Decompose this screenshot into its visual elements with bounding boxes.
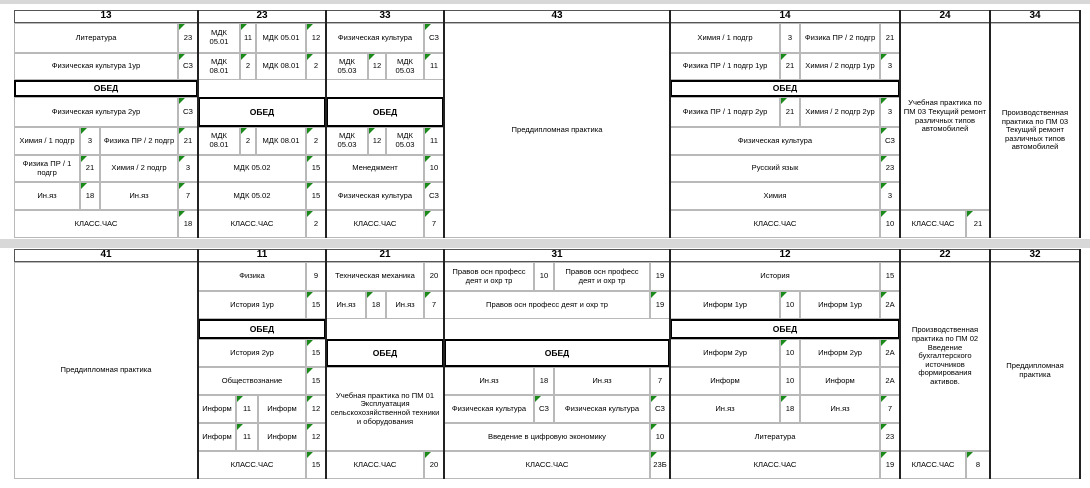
block-separator — [0, 239, 1090, 248]
lunch-33[interactable]: ОБЕД — [326, 97, 444, 127]
subject[interactable]: МДК 05.03 — [386, 127, 424, 155]
lunch-21[interactable]: ОБЕД — [326, 339, 444, 367]
subject[interactable]: Информ 1ур — [800, 291, 880, 319]
group-32-header[interactable]: 32 — [990, 249, 1080, 262]
subject[interactable]: Физика ПР / 1 подгр 2ур — [670, 97, 780, 127]
subject[interactable]: Физическая культура 2ур — [14, 97, 178, 127]
room[interactable]: 3 — [178, 155, 198, 182]
room[interactable]: 2А — [880, 367, 900, 395]
room[interactable]: 15 — [306, 339, 326, 367]
room[interactable]: 21 — [780, 53, 800, 80]
lunch-23[interactable]: ОБЕД — [198, 97, 326, 127]
subject[interactable]: Правов осн професс деят и охр тр — [444, 291, 650, 319]
subject[interactable]: Физика ПР / 1 подгр 1ур — [670, 53, 780, 80]
room[interactable]: 7 — [178, 182, 198, 210]
group-divider — [899, 249, 901, 479]
room[interactable]: 21 — [80, 155, 100, 182]
subject[interactable]: Информ — [198, 395, 236, 423]
room[interactable]: 19 — [880, 451, 900, 479]
room[interactable]: 2 — [306, 210, 326, 238]
group-divider — [899, 10, 901, 238]
group-34-header[interactable]: 34 — [990, 10, 1080, 23]
room[interactable]: 10 — [534, 262, 554, 291]
subject[interactable]: Физика ПР / 2 подгр — [800, 23, 880, 53]
subject-21-practice[interactable]: Учебная практика по ПМ 01 Эксплуатация сельскохозяйственной техники и оборудования — [326, 367, 444, 451]
room[interactable]: 15 — [306, 451, 326, 479]
class-hour[interactable]: КЛАСС.ЧАС — [670, 451, 880, 479]
room[interactable]: 19 — [650, 291, 670, 319]
subject-22-practice[interactable]: Производственная практика по ПМ 02 Введение бухгалтерского источников формирования активов. — [900, 262, 990, 451]
class-hour[interactable]: КЛАСС.ЧАС — [326, 451, 424, 479]
subject[interactable]: Химия / 2 подгр — [100, 155, 178, 182]
subject[interactable]: Ин.яз — [100, 182, 178, 210]
room[interactable]: 3 — [780, 23, 800, 53]
room[interactable]: 23 — [178, 23, 198, 53]
subject[interactable]: Физическая культура — [554, 395, 650, 423]
class-hour[interactable]: КЛАСС.ЧАС — [444, 451, 650, 479]
group-22-header[interactable]: 22 — [900, 249, 990, 262]
room[interactable]: 23 — [880, 155, 900, 182]
subject[interactable]: Информ — [258, 395, 306, 423]
subject[interactable]: Менеджмент — [326, 155, 424, 182]
group-41-header[interactable]: 41 — [14, 249, 198, 262]
lunch-31[interactable]: ОБЕД — [444, 339, 670, 367]
group-12-header[interactable]: 12 — [670, 249, 900, 262]
group-divider — [669, 10, 671, 238]
subject[interactable]: Ин.яз — [386, 291, 424, 319]
subject[interactable]: МДК 08.01 — [256, 53, 306, 80]
room[interactable]: 7 — [880, 395, 900, 423]
class-hour[interactable]: КЛАСС.ЧАС — [670, 210, 880, 238]
subject[interactable]: Обществознание — [198, 367, 306, 395]
subject[interactable]: Информ — [800, 367, 880, 395]
room[interactable]: 9 — [306, 262, 326, 291]
room[interactable]: СЗ — [178, 97, 198, 127]
room[interactable]: 10 — [880, 210, 900, 238]
subject[interactable]: МДК 05.03 — [326, 127, 368, 155]
subject[interactable]: Химия / 1 подгр — [14, 127, 80, 155]
subject[interactable]: МДК 05.01 — [198, 23, 240, 53]
subject[interactable]: Физика — [198, 262, 306, 291]
subject[interactable]: Правов осн професс деят и охр тр — [444, 262, 534, 291]
class-hour[interactable]: КЛАСС.ЧАС — [900, 451, 966, 479]
room[interactable]: 7 — [424, 210, 444, 238]
room[interactable]: 10 — [650, 423, 670, 451]
group-divider — [989, 249, 991, 479]
room[interactable]: 11 — [240, 23, 256, 53]
subject[interactable]: Химия / 2 подгр 1ур — [800, 53, 880, 80]
group-divider — [325, 249, 327, 479]
subject[interactable]: История 2ур — [198, 339, 306, 367]
group-divider — [197, 10, 199, 238]
subject[interactable]: Ин.яз — [800, 395, 880, 423]
class-hour[interactable]: КЛАСС.ЧАС — [900, 210, 966, 238]
room[interactable]: 15 — [880, 262, 900, 291]
subject[interactable]: Химия / 2 подгр 2ур — [800, 97, 880, 127]
group-13-header[interactable]: 13 — [14, 10, 198, 23]
subject[interactable]: Русский язык — [670, 155, 880, 182]
group-divider — [669, 249, 671, 479]
subject[interactable]: Информ — [258, 423, 306, 451]
room[interactable]: 21 — [966, 210, 990, 238]
room[interactable]: 20 — [424, 451, 444, 479]
subject[interactable]: Физическая культура — [444, 395, 534, 423]
room[interactable]: 12 — [306, 395, 326, 423]
subject[interactable]: Ин.яз — [554, 367, 650, 395]
subject[interactable]: Информ 2ур — [800, 339, 880, 367]
room[interactable]: 10 — [780, 291, 800, 319]
subject[interactable]: Правов осн професс деят и охр тр — [554, 262, 650, 291]
room[interactable]: 11 — [236, 395, 258, 423]
room[interactable]: 7 — [650, 367, 670, 395]
subject[interactable]: Техническая механика — [326, 262, 424, 291]
subject[interactable]: Физическая культура — [670, 127, 880, 155]
room[interactable]: 11 — [424, 53, 444, 80]
room[interactable]: 15 — [306, 291, 326, 319]
room[interactable]: 21 — [780, 97, 800, 127]
room[interactable]: 18 — [534, 367, 554, 395]
subject[interactable]: Химия — [670, 182, 880, 210]
subject[interactable]: МДК 05.01 — [256, 23, 306, 53]
group-divider — [989, 10, 991, 238]
group-divider — [443, 10, 445, 238]
room[interactable]: СЗ — [424, 23, 444, 53]
room[interactable]: 15 — [306, 367, 326, 395]
room[interactable]: 15 — [306, 182, 326, 210]
room[interactable]: 10 — [424, 155, 444, 182]
subject[interactable]: МДК 05.03 — [386, 53, 424, 80]
room[interactable]: 2 — [306, 53, 326, 80]
room[interactable]: 21 — [880, 23, 900, 53]
subject[interactable]: Физическая культура — [326, 182, 424, 210]
room[interactable]: 12 — [368, 127, 386, 155]
lunch-11[interactable]: ОБЕД — [198, 319, 326, 339]
group-33-header[interactable]: 33 — [326, 10, 444, 23]
subject[interactable]: МДК 08.01 — [256, 127, 306, 155]
room[interactable]: 3 — [80, 127, 100, 155]
subject[interactable]: История — [670, 262, 880, 291]
room[interactable]: 12 — [368, 53, 386, 80]
subject[interactable]: Литература — [670, 423, 880, 451]
subject[interactable]: Ин.яз — [444, 367, 534, 395]
room[interactable]: 15 — [306, 155, 326, 182]
room[interactable]: 2А — [880, 339, 900, 367]
group-divider — [325, 10, 327, 238]
room[interactable]: 12 — [306, 23, 326, 53]
room[interactable]: 2 — [306, 127, 326, 155]
subject-32-predip[interactable]: Преддипломная практика — [990, 262, 1080, 479]
class-hour[interactable]: КЛАСС.ЧАС — [14, 210, 178, 238]
group-divider — [1079, 249, 1081, 479]
room[interactable]: 10 — [780, 339, 800, 367]
group-24-header[interactable]: 24 — [900, 10, 990, 23]
room[interactable]: СЗ — [424, 182, 444, 210]
subject[interactable]: Физическая культура 1ур — [14, 53, 178, 80]
room[interactable]: 8 — [966, 451, 990, 479]
subject-43-predip[interactable]: Преддипломная практика — [444, 23, 670, 238]
room[interactable]: 11 — [236, 423, 258, 451]
room[interactable]: 18 — [80, 182, 100, 210]
subject[interactable]: МДК 05.02 — [198, 182, 306, 210]
subject[interactable]: Физика ПР / 2 подгр — [100, 127, 178, 155]
group-23-header[interactable]: 23 — [198, 10, 326, 23]
subject[interactable]: Химия / 1 подгр — [670, 23, 780, 53]
subject[interactable]: Информ — [198, 423, 236, 451]
room[interactable]: 2 — [240, 127, 256, 155]
room[interactable]: 7 — [424, 291, 444, 319]
room[interactable]: 3 — [880, 53, 900, 80]
subject[interactable]: Информ — [670, 367, 780, 395]
subject[interactable]: Информ 1ур — [670, 291, 780, 319]
room[interactable]: 18 — [366, 291, 386, 319]
subject[interactable]: Физика ПР / 1 подгр — [14, 155, 80, 182]
room[interactable]: СЗ — [880, 127, 900, 155]
subject-41-predip[interactable]: Преддипломная практика — [14, 262, 198, 479]
room[interactable]: 2 — [240, 53, 256, 80]
lunch-12[interactable]: ОБЕД — [670, 319, 900, 339]
subject[interactable]: Информ 2ур — [670, 339, 780, 367]
subject[interactable]: Ин.яз — [326, 291, 366, 319]
subject[interactable]: МДК 05.02 — [198, 155, 306, 182]
room[interactable]: 23Б — [650, 451, 670, 479]
subject[interactable]: МДК 08.01 — [198, 53, 240, 80]
group-divider — [1079, 10, 1081, 238]
room[interactable]: 10 — [780, 367, 800, 395]
subject-34-practice[interactable]: Производственная практика по ПМ 03 Текущий ремонт различных типов автомобилей — [990, 23, 1080, 238]
lunch-13[interactable]: ОБЕД — [14, 80, 198, 97]
group-31-header[interactable]: 31 — [444, 249, 670, 262]
room[interactable]: 23 — [880, 423, 900, 451]
room[interactable]: 21 — [178, 127, 198, 155]
group-21-header[interactable]: 21 — [326, 249, 444, 262]
subject[interactable]: Ин.яз — [670, 395, 780, 423]
subject[interactable]: Ин.яз — [14, 182, 80, 210]
subject[interactable]: МДК 05.03 — [326, 53, 368, 80]
room[interactable]: 19 — [650, 262, 670, 291]
class-hour[interactable]: КЛАСС.ЧАС — [198, 451, 306, 479]
subject[interactable]: Введение в цифровую экономику — [444, 423, 650, 451]
lunch-14[interactable]: ОБЕД — [670, 80, 900, 97]
room[interactable]: СЗ — [178, 53, 198, 80]
group-43-header[interactable]: 43 — [444, 10, 670, 23]
top-border — [0, 0, 1090, 4]
class-hour[interactable]: КЛАСС.ЧАС — [326, 210, 424, 238]
room[interactable]: 18 — [178, 210, 198, 238]
room[interactable]: СЗ — [650, 395, 670, 423]
subject[interactable]: Физическая культура — [326, 23, 424, 53]
room[interactable]: 20 — [424, 262, 444, 291]
class-hour[interactable]: КЛАСС.ЧАС — [198, 210, 306, 238]
subject[interactable]: Литература — [14, 23, 178, 53]
group-14-header[interactable]: 14 — [670, 10, 900, 23]
subject[interactable]: МДК 08.01 — [198, 127, 240, 155]
subject-24-practice[interactable]: Учебная практика по ПМ 03 Текущий ремонт различных типов автомобилей — [900, 23, 990, 210]
room[interactable]: 3 — [880, 97, 900, 127]
group-divider — [443, 249, 445, 479]
group-11-header[interactable]: 11 — [198, 249, 326, 262]
room[interactable]: 18 — [780, 395, 800, 423]
room[interactable]: 2А — [880, 291, 900, 319]
room[interactable]: 11 — [424, 127, 444, 155]
subject[interactable]: История 1ур — [198, 291, 306, 319]
room[interactable]: СЗ — [534, 395, 554, 423]
group-divider — [197, 249, 199, 479]
room[interactable]: 12 — [306, 423, 326, 451]
room[interactable]: 3 — [880, 182, 900, 210]
